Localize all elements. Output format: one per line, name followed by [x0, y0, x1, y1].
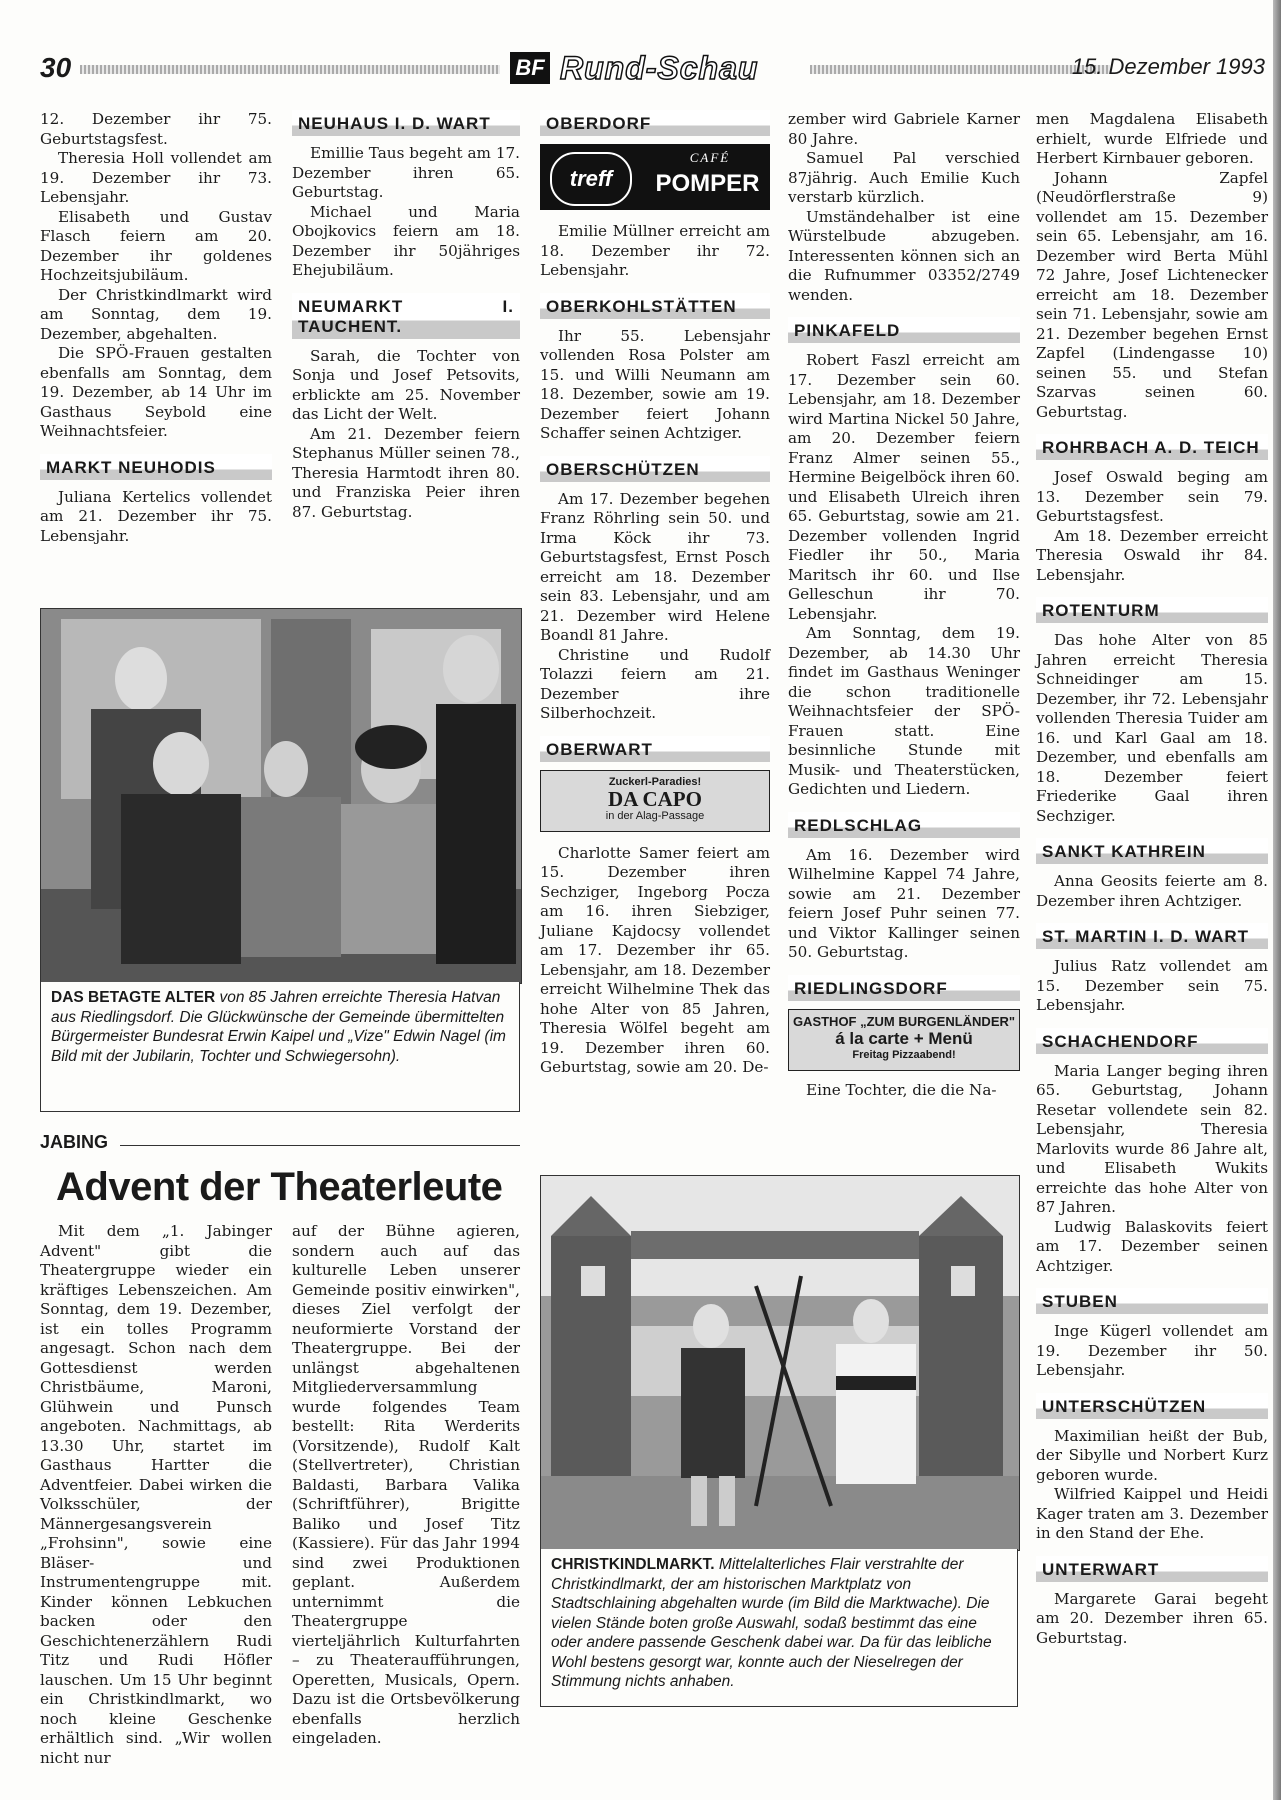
ad-line: in der Alag-Passage [605, 809, 705, 822]
bf-logo: BF [510, 52, 550, 84]
paragraph: Michael und Maria Obojkovics feiern am 18. Dezember ihr 50jähriges Ehejubiläum. [292, 202, 520, 279]
photo-market [540, 1175, 1020, 1551]
section-heading: OBERWART [540, 736, 770, 762]
section-heading: PINKAFELD [788, 317, 1020, 343]
paragraph: Maria Langer beging ihren 65. Geburtstag, Johann Resetar vollendete sein 82. Lebensjahr, Theresia Marlovits wurde 86 Jahre alt, und Elisabeth Wukits erreichte das hohe Alter von 87 Jahren. [1036, 1061, 1268, 1216]
caption-text: von 85 Jahren erreichte Theresia Hatvan aus Riedlingsdorf. Die Glückwünsche der Gemeinde übermittelten Bürgermeister Bundesrat Erwin Kaipel und „Vize" Edwin Nagel (im Bild mit der Jubilarin, Tochter und Schwiegersohn). [51, 989, 506, 1065]
section-heading: RIEDLINGSDORF [788, 975, 1020, 1001]
kicker-rule [120, 1145, 520, 1146]
article-column-right [292, 1222, 520, 1749]
paragraph: Emilie Müllner erreicht am 18. Dezember ihr 72. Lebensjahr. [540, 222, 770, 279]
paragraph: Inge Kügerl vollendet am 19. Dezember ihr 50. Lebensjahr. [1036, 1322, 1268, 1379]
paragraph: Das hohe Alter von 85 Jahren erreicht Theresia Schneidinger am 15. Dezember, ihr 72. Lebensjahr vollenden Theresia Tuider am 16. und Karl Gaal am 18. Dezember, und ebenfalls am 18. Dezember feiert Friederike Gaal ihren Sechziger. [1036, 631, 1268, 825]
ad-line: GASTHOF „ZUM BURGENLÄNDER" [792, 1013, 1016, 1029]
page-header [40, 52, 1265, 88]
paragraph: Juliana Kertelics vollendet am 21. Dezember ihr 75. Lebensjahr. [40, 487, 272, 545]
paragraph: Ihr 55. Lebensjahr vollenden Rosa Polster am 15. und Willi Neumann am 18. Dezember, sowie am 19. Dezember feiert Johann Schaffer seinen Achtziger. [540, 326, 770, 442]
paragraph: Mit dem „1. Jabinger Advent" gibt die Theatergruppe wieder ein kräftiges Lebenszeichen. Am Sonntag, dem 19. Dezember, ist ein tolles Programm angesagt. Schon nach dem Gottesdienst werden Christbäume, Maroni, Glühwein und Punsch angeboten. Nachmittags, ab 13.30 Uhr, startet im Gasthaus Hartter die Adventfeier. Dabei wirken die Volksschüler, der Männergesangsverein „Frohsinn", sowie eine Bläser- und Instrumentengruppe mit. Kinder können Lebkuchen backen oder den Geschichtenerzählern Rudi Titz und Rudi Höfler lauschen. Um 15 Uhr beginnt ein Christkindlmarkt, wo noch kleine Geschenke erhältlich sind. „Wir wollen nicht nur [40, 1222, 272, 1767]
column-5 [1036, 110, 1268, 1648]
section-heading: ROHRBACH A. D. TEICH [1036, 434, 1268, 460]
ad-line: DA CAPO [608, 786, 702, 811]
paragraph: Emillie Taus begeht am 17. Dezember ihren 65. Geburtstag. [292, 144, 520, 201]
paragraph: Eine Tochter, die die Na- [806, 1080, 997, 1099]
section-heading: NEUMARKT I. TAUCHENT. [292, 293, 520, 339]
paragraph: Charlotte Samer feiert am 15. Dezember ihren Sechziger, Ingeborg Pocza am 16. ihren Siebziger, Juliane Kajdocsy vollendet am 17. Dezember ihr 65. Lebensjahr, am 18. Dezember erreicht Wilhelmine Thek das hohe Alter von 85 Jahren, Theresia Wölfel begeht am 19. Dezember ihren 60. Geburtstag, sowie am 20. De- [540, 843, 770, 1076]
paragraph: Die SPÖ-Frauen gestalten ebenfalls am Sonntag, dem 19. Dezember, ab 14 Uhr im Gasthaus Seybold eine Weihnachtsfeier. [40, 344, 272, 440]
paragraph: Josef Oswald beging am 13. Dezember sein 79. Geburtstagsfest. [1036, 468, 1268, 525]
paragraph: Am Sonntag, dem 19. Dezember, ab 14.30 Uhr findet im Gasthaus Weninger die schon traditionelle Weihnachtsfeier der SPÖ-Frauen statt. Eine besinnliche Stunde mit Musik- und Theaterstücken, Gedichten und Liedern. [788, 624, 1020, 798]
section-heading: OBERSCHÜTZEN [540, 456, 770, 482]
column-2 [292, 110, 520, 522]
paragraph: Robert Faszl erreicht am 17. Dezember sein 60. Lebensjahr, am 18. Dezember wird Martina Nickel 50 Jahre, am 20. Dezember feiern Franz Almer seinen 55., Hermine Beigelböck ihren 60. und Elisabeth Ulreich ihren 65. Geburtstag, sowie am 21. Dezember vollenden Ingrid Fiedler ihr 50., Maria Maritsch ihr 60. und Ilse Gelleschun ihr 70. Lebensjahr. [788, 351, 1020, 623]
paragraph: Umständehalber ist eine Würstelbude abzugeben. Interessenten können sich an die Rufnummer 03352/2749 wenden. [788, 207, 1020, 304]
paragraph: men Magdalena Elisabeth erhielt, wurde Elfriede und Herbert Kirnbauer geboren. [1036, 110, 1268, 167]
paragraph: Am 21. Dezember feiern Stephanus Müller seinen 78., Theresia Harmtodt ihren 80. und Franziska Peier ihren 87. Geburtstag. [292, 424, 520, 521]
section-heading: OBERDORF [540, 110, 770, 136]
page-number: 30 [40, 52, 72, 83]
caption-text: Mittelalterliches Flair verstrahlte der Christkindlmarkt, der am historischen Marktplatz von Stadtschlaining abgehalten wurde (im Bild die Marktwache). Die vielen Stände boten große Auswahl, sodaß bestimmt das eine oder andere passende Geschenk dabei war. Da für das leibliche Wohl bestens gesorgt war, konnte auch der Nieselregen der Stimmung nichts anhaben. [551, 1556, 992, 1690]
paragraph: Elisabeth und Gustav Flasch feiern am 20. Dezember ihr goldenes Hochzeitsjubiläum. [40, 207, 272, 284]
ad-name: POMPER [655, 170, 760, 197]
section-heading: ROTENTURM [1036, 597, 1268, 623]
photo-market-caption [540, 1549, 1018, 1707]
paragraph: Theresia Holl vollendet am 19. Dezember ihr 73. Lebensjahr. [40, 149, 272, 206]
dacapo-ad [540, 770, 770, 832]
market-photo-image [541, 1176, 1019, 1550]
paragraph: Maximilian heißt der Bub, der Sibylle und Norbert Kurz geboren wurde. [1036, 1426, 1268, 1484]
paragraph: Der Christkindlmarkt wird am Sonntag, dem 19. Dezember, abgehalten. [40, 285, 272, 343]
paragraph: Johann Zapfel (Neudörflerstraße 9) vollendet am 15. Dezember sein 65. Lebensjahr, am 16. Dezember wird Berta Mühl 72 Jahre, Josef Lichtenecker erreicht am 18. Dezember sein 71. Lebensjahr, sowie am 21. Dezember begehen Ernst Zapfel (Lindengasse 10) seinen 55. und Stefan Szarvas seinen 60. Geburtstag. [1036, 168, 1268, 421]
section-heading: MARKT NEUHODIS [40, 454, 272, 480]
paragraph: Ludwig Balaskovits feiert am 17. Dezember seinen Achtziger. [1036, 1217, 1268, 1275]
column-1 [40, 110, 272, 546]
paragraph: zember wird Gabriele Karner 80 Jahre. [788, 110, 1020, 148]
paragraph: Sarah, die Tochter von Sonja und Josef Petsovits, erblickte am 25. November das Licht der Welt. [292, 346, 520, 423]
paragraph: Am 16. Dezember wird Wilhelmine Kappel 74 Jahre, sowie am 21. Dezember feiern Josef Puhr seinen 77. und Viktor Kallinger seinen 50. Geburtstag. [788, 845, 1020, 961]
paragraph: auf der Bühne agieren, sondern auch auf das kulturelle Leben unserer Gemeinde positiv einwirken", dieses Ziel verfolgt der neuformierte Vorstand der Theatergruppe. Bei der unlängst abgehaltenen Mitgliederversammlung wurde folgendes Team bestellt: Rita Werderits (Vorsitzende), Rudolf Kalt (Stellvertreter), Christian Baldasti, Barbara Valika (Schriftführer), Brigitte Baliko und Josef Titz (Kassiere). Für das Jahr 1994 sind zwei Produktionen geplant. Außerdem unternimmt die Theatergruppe vierteljährlich Kulturfahrten – zu Theateraufführungen, Operetten, Musicals, Opern. Dazu ist die Ortsbevölkerung ebenfalls herzlich eingeladen. [292, 1222, 520, 1747]
paragraph: Julius Ratz vollendet am 15. Dezember sein 75. Lebensjahr. [1036, 957, 1268, 1014]
section-heading: UNTERSCHÜTZEN [1036, 1393, 1268, 1419]
section-logo: Rund-Schau [560, 50, 759, 86]
photo-family-caption [40, 982, 520, 1112]
ad-line: á la carte + Menü [835, 1028, 973, 1048]
ad-line: Zuckerl-Paradies! [608, 775, 702, 788]
article-column-left [40, 1222, 272, 1768]
section-heading: ST. MARTIN I. D. WART [1036, 923, 1268, 949]
paragraph: 12. Dezember ihr 75. Geburtstagsfest. [40, 110, 272, 148]
section-heading: NEUHAUS I. D. WART [292, 110, 520, 136]
section-heading: SCHACHENDORF [1036, 1028, 1268, 1054]
header-rule-right [810, 65, 1110, 74]
paragraph: Samuel Pal verschied 87jährig. Auch Emilie Kuch verstarb kürzlich. [788, 149, 1020, 206]
treff-logo: treff [550, 152, 632, 206]
family-photo-image [41, 609, 521, 983]
paragraph: Margarete Garai begeht am 20. Dezember ihren 65. Geburtstag. [1036, 1589, 1268, 1647]
section-heading: OBERKOHLSTÄTTEN [540, 293, 770, 319]
column-3 [540, 110, 770, 1078]
section-heading: SANKT KATHREIN [1036, 838, 1268, 864]
caption-lead: DAS BETAGTE ALTER [51, 989, 216, 1006]
paragraph: Am 18. Dezember erreicht Theresia Oswald ihr 84. Lebensjahr. [1036, 526, 1268, 584]
gasthof-ad [788, 1009, 1020, 1071]
paragraph: Christine und Rudolf Tolazzi feiern am 21. Dezember ihre Silberhochzeit. [540, 645, 770, 722]
article-headline: Advent der Theaterleute [56, 1165, 503, 1209]
ad-cafe: CAFÉ [689, 150, 731, 165]
paragraph: Am 17. Dezember begehen Franz Röhrling sein 50. und Irma Köck ihr 73. Geburtstagsfest, Ernst Posch erreicht am 18. Dezember sein 83. Lebensjahr, und am 21. Dezember wird Helene Boandl 81 Jahre. [540, 489, 770, 644]
photo-family [40, 608, 522, 984]
caption-lead: CHRISTKINDLMARKT. [551, 1556, 715, 1573]
treff-cafe-ad [540, 144, 770, 210]
article-kicker: JABING [40, 1132, 109, 1152]
paragraph: Anna Geosits feierte am 8. Dezember ihren Achtziger. [1036, 872, 1268, 910]
section-heading: STUBEN [1036, 1288, 1268, 1314]
column-4 [788, 110, 1020, 1100]
issue-date: 15. Dezember 1993 [1071, 54, 1265, 79]
ad-line: Freitag Pizzaabend! [852, 1048, 956, 1061]
paragraph: Wilfried Kaippel und Heidi Kager traten am 3. Dezember in den Stand der Ehe. [1036, 1485, 1268, 1542]
page-edge [1273, 0, 1281, 1800]
header-rule-left [80, 65, 500, 74]
section-heading: REDLSCHLAG [788, 812, 1020, 838]
section-heading: UNTERWART [1036, 1556, 1268, 1582]
